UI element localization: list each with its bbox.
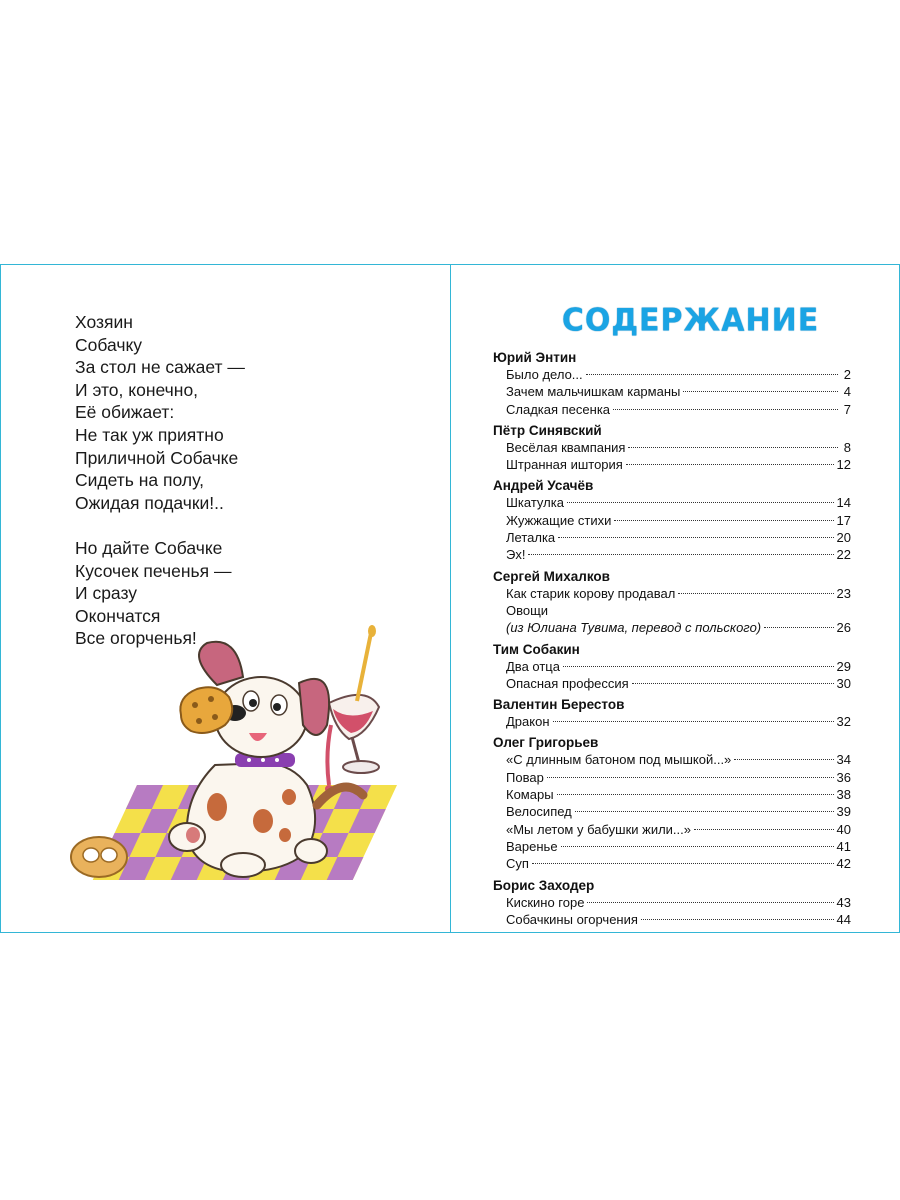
toc-entry[interactable] — [493, 456, 851, 473]
toc-leader-dots — [734, 759, 833, 760]
toc-entry[interactable] — [493, 658, 851, 675]
toc-page-number: 36 — [836, 769, 851, 785]
toc-leader-dots — [626, 464, 834, 465]
toc-leader-dots — [586, 374, 838, 375]
toc-leader-dots — [632, 683, 834, 684]
toc-author: Олег Григорьев — [493, 735, 599, 751]
pretzel-icon — [71, 837, 127, 877]
toc-entry[interactable] — [493, 512, 851, 529]
toc-author: Сергей Михалков — [493, 568, 610, 584]
poem-line: Кусочек печенья — — [75, 560, 232, 581]
toc-page-number: 8 — [843, 439, 851, 455]
toc-entry[interactable] — [493, 529, 851, 546]
toc-entry-title: Повар — [506, 769, 544, 785]
toc-leader-dots — [563, 666, 834, 667]
poem — [75, 311, 245, 650]
toc-leader-dots — [532, 863, 834, 864]
toc-entry[interactable] — [493, 585, 851, 602]
poem-line: Приличной Собачке — [75, 447, 239, 468]
toc-entry-title: Штранная иштория — [506, 457, 623, 473]
toc-author: Юрий Энтин — [493, 350, 577, 365]
toc-entry-title: Сладкая песенка — [506, 401, 611, 417]
toc-leader-dots — [641, 919, 834, 920]
toc-entry[interactable] — [493, 619, 851, 636]
toc-page-number: 20 — [836, 530, 851, 546]
poem-line: Сидеть на полу, — [75, 470, 204, 491]
toc-title: СОДЕРЖАНИЕ — [561, 302, 820, 339]
toc-leader-dots — [587, 902, 833, 903]
poem-line: За стол не сажает — — [75, 357, 245, 378]
toc-leader-dots — [628, 447, 838, 448]
toc-page-number: 2 — [843, 367, 851, 382]
toc-entry-title: «С длинным батоном под мышкой...» — [506, 752, 732, 768]
toc-author: Борис Заходер — [493, 877, 595, 893]
toc-page-number: 39 — [836, 804, 851, 820]
toc-entry-title: Опасная профессия — [506, 675, 629, 691]
toc-page-number: 40 — [836, 821, 851, 837]
toc-page-number: 30 — [836, 675, 851, 691]
toc-entry[interactable] — [493, 894, 851, 911]
toc-entry-title: Варенье — [506, 838, 558, 854]
toc-entry-title: Леталка — [506, 530, 556, 546]
toc-leader-dots — [683, 391, 838, 392]
toc-entry[interactable] — [493, 803, 851, 820]
poem-line: Но дайте Собачке — [75, 537, 223, 558]
toc-entry-title: Велосипед — [506, 804, 572, 820]
toc-entry-title: Собачкины огорчения — [506, 911, 638, 927]
toc-page-number: 23 — [836, 585, 851, 601]
toc-entry-title: Шкатулка — [506, 495, 564, 511]
toc-page-number: 38 — [836, 787, 851, 803]
toc-leader-dots — [764, 627, 833, 628]
toc-leader-dots — [557, 794, 834, 795]
toc-entry[interactable] — [493, 769, 851, 786]
toc-entry-title: Эх! — [506, 547, 526, 563]
toc-entry[interactable] — [493, 383, 851, 400]
toc-leader-dots — [528, 554, 833, 555]
toc-entry[interactable] — [493, 751, 851, 768]
toc-author: Пётр Синявский — [493, 422, 602, 438]
toc-entry[interactable] — [493, 439, 851, 456]
stanza-gap — [75, 514, 245, 537]
poem-line: И сразу — [75, 583, 138, 604]
toc-entry-title: Было дело... — [506, 367, 583, 382]
toc-page-number: 17 — [836, 512, 851, 528]
toc-leader-dots — [614, 520, 833, 521]
toc-entry-title: Комары — [506, 787, 554, 803]
toc-page-number: 22 — [836, 547, 851, 563]
left-page — [0, 264, 451, 933]
toc-entry[interactable] — [493, 494, 851, 511]
book-spread — [0, 264, 900, 935]
toc-entry[interactable] — [493, 855, 851, 872]
toc-leader-dots — [678, 593, 833, 594]
poem-line: Не так уж приятно — [75, 424, 224, 445]
toc-entry[interactable] — [493, 713, 851, 730]
toc-leader-dots — [553, 721, 834, 722]
toc-page-number: 7 — [843, 401, 851, 417]
toc-page-number: 34 — [836, 752, 851, 768]
table-of-contents — [493, 349, 851, 928]
poem-line: Хозяин — [75, 312, 133, 332]
toc-entry-title: Жужжащие стихи — [506, 512, 612, 528]
toc-leader-dots — [567, 502, 834, 503]
toc-entry[interactable] — [493, 602, 851, 619]
toc-entry-title: Весёлая квампания — [506, 439, 626, 455]
toc-page-number: 43 — [836, 894, 851, 910]
toc-entry-title: Два отца — [506, 658, 560, 674]
toc-author: Андрей Усачёв — [493, 478, 594, 494]
right-page — [451, 264, 900, 933]
toc-entry[interactable] — [493, 675, 851, 692]
toc-page-number: 29 — [836, 658, 851, 674]
toc-entry[interactable] — [493, 821, 851, 838]
toc-entry-title: Кискино горе — [506, 894, 585, 910]
toc-leader-dots — [547, 777, 834, 778]
poem-line: Ожидая подачки!.. — [75, 492, 224, 513]
toc-page-number: 32 — [836, 714, 851, 730]
toc-leader-dots — [694, 829, 834, 830]
toc-page-number: 14 — [836, 495, 851, 511]
toc-page-number: 26 — [836, 620, 851, 636]
toc-entry-title: (из Юлиана Тувима, перевод с польского) — [506, 620, 762, 636]
toc-leader-dots — [575, 811, 834, 812]
toc-page-number: 44 — [836, 911, 851, 927]
toc-entry[interactable] — [493, 366, 851, 383]
toc-page-number: 4 — [843, 384, 851, 400]
jam-glass-icon — [325, 625, 379, 793]
puppy-with-cookie-illustration — [67, 625, 397, 885]
toc-entry[interactable] — [493, 786, 851, 803]
toc-leader-dots — [613, 409, 838, 410]
poem-line: Её обижает: — [75, 402, 175, 423]
toc-leader-dots — [558, 537, 833, 538]
poem-line: Собачку — [75, 334, 143, 355]
poem-line: И это, конечно, — [75, 379, 199, 400]
toc-entry-title: Овощи — [506, 602, 549, 618]
toc-entry[interactable] — [493, 838, 851, 855]
toc-leader-dots — [561, 846, 834, 847]
toc-entry-title: Суп — [506, 856, 529, 872]
toc-author: Тим Собакин — [493, 641, 580, 657]
poem-line: Все огорченья! — [75, 628, 197, 649]
poem-line: Окончатся — [75, 605, 161, 626]
toc-entry[interactable] — [493, 911, 851, 928]
toc-entry-title: «Мы летом у бабушки жили...» — [506, 821, 691, 837]
toc-page-number: 41 — [836, 838, 851, 854]
toc-entry-title: Дракон — [506, 714, 550, 730]
toc-page-number: 42 — [836, 856, 851, 872]
toc-entry[interactable] — [493, 546, 851, 563]
toc-author: Валентин Берестов — [493, 697, 625, 713]
toc-entry-title: Зачем мальчишкам карманы — [506, 384, 681, 400]
toc-entry[interactable] — [493, 401, 851, 418]
toc-entry-title: Как старик корову продавал — [506, 585, 676, 601]
toc-page-number: 12 — [836, 457, 851, 473]
